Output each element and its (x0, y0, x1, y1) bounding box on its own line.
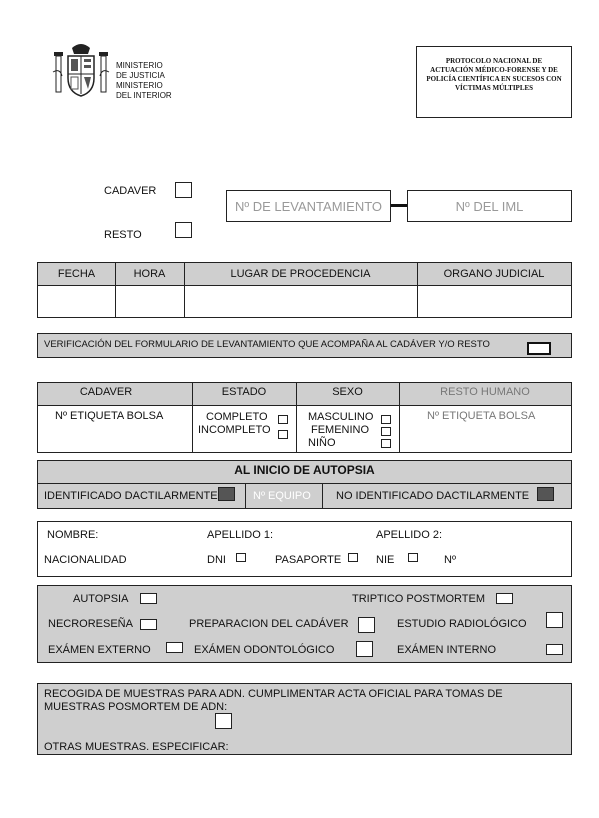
procedures-section (37, 585, 572, 663)
header-estado: ESTADO (221, 386, 267, 398)
surname2-label: APELLIDO 2: (376, 529, 443, 541)
externo-checkbox[interactable] (166, 642, 183, 653)
cadaver-checkbox[interactable] (175, 182, 192, 198)
cadaver-label: CADAVER (104, 185, 157, 197)
ministry-line-2: DE JUSTICIA (116, 71, 165, 80)
identified-label: IDENTIFICADO DACTILARMENTE (44, 490, 218, 502)
not-identified-label: NO IDENTIFICADO DACTILARMENTE (336, 490, 530, 502)
fecha-cell[interactable] (42, 293, 112, 311)
masculino-checkbox[interactable] (381, 415, 391, 424)
autopsia-label: AUTOPSIA (73, 593, 129, 605)
lugar-cell[interactable] (188, 293, 414, 311)
ministry-line-3: MINISTERIO (116, 81, 163, 90)
triptico-label: TRIPTICO POSTMORTEM (352, 593, 486, 605)
passport-checkbox[interactable] (348, 553, 358, 562)
preparacion-label: PREPARACION DEL CADÁVER (189, 618, 349, 630)
triptico-checkbox[interactable] (496, 593, 513, 604)
surname1-label: APELLIDO 1: (207, 529, 274, 541)
externo-label: EXÁMEN EXTERNO (48, 644, 151, 656)
team-number-label[interactable]: Nº EQUIPO (253, 490, 311, 502)
origin-table (37, 262, 572, 318)
estado-incompleto: INCOMPLETO (198, 424, 271, 436)
ministry-line-1: MINISTERIO (116, 61, 163, 70)
radiologico-label: ESTUDIO RADIOLÓGICO (397, 618, 527, 630)
name-label: NOMBRE: (47, 529, 99, 541)
sexo-nino: NIÑO (308, 437, 336, 449)
coat-of-arms-logo (52, 42, 110, 100)
dni-checkbox[interactable] (236, 553, 246, 562)
header-lugar: LUGAR DE PROCEDENCIA (230, 268, 371, 280)
nino-checkbox[interactable] (381, 439, 391, 448)
header-resto-humano: RESTO HUMANO (440, 386, 530, 398)
passport-label: PASAPORTE (275, 554, 342, 566)
ministry-line-4: DEL INTERIOR (116, 91, 172, 100)
field-connector (391, 204, 407, 207)
identified-checkbox[interactable] (218, 487, 235, 501)
dna-samples-text: RECOGIDA DE MUESTRAS PARA ADN. CUMPLIMENTAR ACTA OFICIAL PARA TOMAS DE MUESTRAS POSMORTEM DE ADN: (44, 688, 503, 713)
estado-completo: COMPLETO (206, 411, 268, 423)
autopsia-checkbox[interactable] (140, 593, 157, 604)
interno-label: EXÁMEN INTERNO (397, 644, 497, 656)
sexo-masculino: MASCULINO (308, 411, 374, 423)
autopsy-start-section (37, 460, 572, 509)
header-hora: HORA (133, 268, 166, 280)
nie-checkbox[interactable] (408, 553, 418, 562)
not-identified-checkbox[interactable] (537, 487, 554, 501)
header-fecha: FECHA (57, 268, 96, 280)
dni-label: DNI (207, 554, 226, 566)
dna-samples-checkbox[interactable] (215, 713, 232, 729)
verification-bar (37, 333, 572, 358)
preparacion-checkbox[interactable] (358, 617, 375, 633)
femenino-checkbox[interactable] (381, 427, 391, 436)
levantamiento-number-field[interactable] (226, 190, 391, 222)
body-table (37, 382, 572, 453)
verification-label: VERIFICACIÓN DEL FORMULARIO DE LEVANTAMIENTO QUE ACOMPAÑA AL CADÁVER Y/O RESTO (44, 339, 490, 350)
sexo-femenino: FEMENINO (311, 424, 370, 436)
number-label: Nº (444, 554, 456, 566)
levantamiento-placeholder: Nº DE LEVANTAMIENTO (234, 199, 383, 214)
iml-number-field[interactable] (407, 190, 572, 222)
header-organo: ORGANO JUDICIAL (443, 268, 545, 280)
protocol-title: PROTOCOLO NACIONAL DE ACTUACIÓN MÉDICO-FORENSE Y DE POLICÍA CIENTÍFICA EN SUCESOS CON VÍCTIMAS MÚLTIPLES (426, 57, 562, 92)
identity-section (37, 521, 572, 577)
header-cadaver: CADAVER (79, 386, 133, 398)
autopsy-start-title: AL INICIO DE AUTOPSIA (234, 463, 375, 477)
odontologico-label: EXÁMEN ODONTOLÓGICO (194, 644, 335, 656)
necroresena-label: NECRORESEÑA (48, 618, 133, 630)
radiologico-checkbox[interactable] (546, 612, 563, 628)
nie-label: NIE (376, 554, 395, 566)
completo-checkbox[interactable] (278, 415, 288, 424)
verification-checkbox[interactable] (527, 342, 551, 355)
iml-placeholder: Nº DEL IML (455, 199, 524, 214)
incompleto-checkbox[interactable] (278, 430, 288, 439)
hora-cell[interactable] (119, 293, 181, 311)
interno-checkbox[interactable] (546, 644, 563, 655)
resto-bag-label: Nº ETIQUETA BOLSA (427, 410, 536, 422)
resto-checkbox[interactable] (175, 222, 192, 238)
organo-cell[interactable] (421, 293, 567, 311)
cadaver-bag-label: Nº ETIQUETA BOLSA (55, 410, 164, 422)
samples-section (37, 683, 572, 755)
necroresena-checkbox[interactable] (140, 619, 157, 630)
resto-label: RESTO (104, 229, 142, 241)
odontologico-checkbox[interactable] (356, 641, 373, 657)
protocol-title-box (416, 46, 572, 118)
nationality-label: NACIONALIDAD (44, 554, 127, 566)
other-samples-label: OTRAS MUESTRAS. ESPECIFICAR: (44, 741, 229, 753)
header-sexo: SEXO (332, 386, 363, 398)
